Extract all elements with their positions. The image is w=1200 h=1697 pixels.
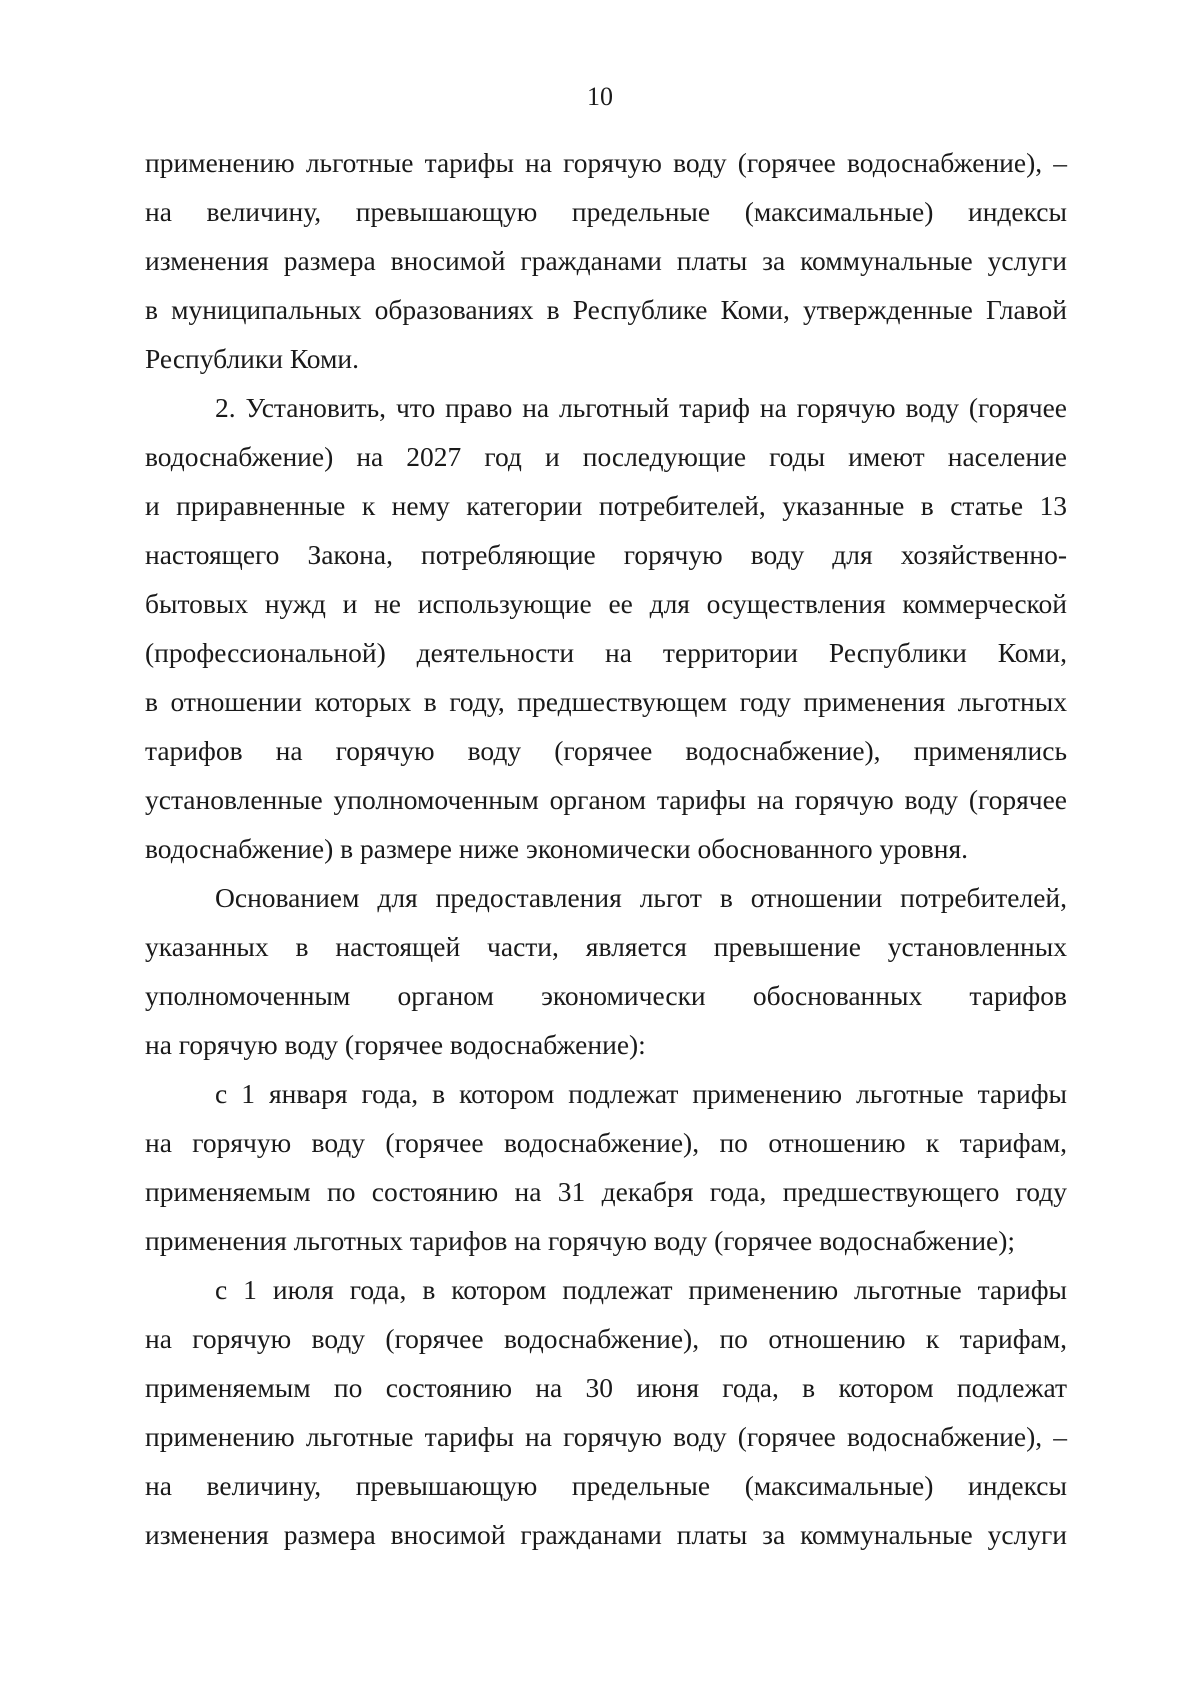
text-line: бытовых нужд и не использующие ее для осуществления коммерческой [145, 588, 1067, 619]
paragraph [145, 383, 1067, 873]
text-line: на горячую воду (горячее водоснабжение), по отношению к тарифам, [145, 1127, 1067, 1158]
text-line: на горячую воду (горячее водоснабжение), по отношению к тарифам, [145, 1323, 1067, 1354]
text-line: уполномоченным органом экономически обоснованных тарифов [145, 980, 1067, 1011]
text-line: на горячую воду (горячее водоснабжение): [145, 1029, 646, 1060]
text-line: в муниципальных образованиях в Республике Коми, утвержденные Главой [145, 294, 1067, 325]
text-line: на величину, превышающую предельные (максимальные) индексы [145, 196, 1067, 227]
paragraph [145, 1069, 1067, 1265]
text-line: Основанием для предоставления льгот в отношении потребителей, [215, 882, 1067, 913]
text-line: применению льготные тарифы на горячую воду (горячее водоснабжение), – [145, 1421, 1067, 1452]
text-line: водоснабжение) на 2027 год и последующие годы имеют население [145, 441, 1067, 472]
text-line: изменения размера вносимой гражданами платы за коммунальные услуги [145, 245, 1067, 276]
paragraph [145, 873, 1067, 1069]
text-line: 2. Установить, что право на льготный тариф на горячую воду (горячее [215, 392, 1067, 423]
text-line: Республики Коми. [145, 343, 360, 374]
text-line: применяемым по состоянию на 31 декабря года, предшествующего году [145, 1176, 1067, 1207]
text-line: применению льготные тарифы на горячую воду (горячее водоснабжение), – [145, 147, 1067, 178]
document-body [145, 138, 1067, 1559]
text-line: указанных в настоящей части, является превышение установленных [145, 931, 1067, 962]
text-line: применения льготных тарифов на горячую воду (горячее водоснабжение); [145, 1225, 1016, 1256]
text-line: и приравненные к нему категории потребителей, указанные в статье 13 [145, 490, 1067, 521]
text-line: настоящего Закона, потребляющие горячую воду для хозяйственно- [145, 539, 1067, 570]
text-line: в отношении которых в году, предшествующем году применения льготных [145, 686, 1067, 717]
text-line: с 1 июля года, в котором подлежат применению льготные тарифы [215, 1274, 1067, 1305]
text-line: изменения размера вносимой гражданами платы за коммунальные услуги [145, 1519, 1067, 1550]
text-line: водоснабжение) в размере ниже экономически обоснованного уровня. [145, 833, 969, 864]
paragraph [145, 1265, 1067, 1559]
paragraph [145, 138, 1067, 383]
text-line: тарифов на горячую воду (горячее водоснабжение), применялись [145, 735, 1067, 766]
text-line: применяемым по состоянию на 30 июня года, в котором подлежат [145, 1372, 1067, 1403]
text-line: установленные уполномоченным органом тарифы на горячую воду (горячее [145, 784, 1067, 815]
text-line: (профессиональной) деятельности на территории Республики Коми, [145, 637, 1067, 668]
text-line: на величину, превышающую предельные (максимальные) индексы [145, 1470, 1067, 1501]
text-line: с 1 января года, в котором подлежат применению льготные тарифы [215, 1078, 1067, 1109]
page-number: 10 [587, 82, 613, 111]
